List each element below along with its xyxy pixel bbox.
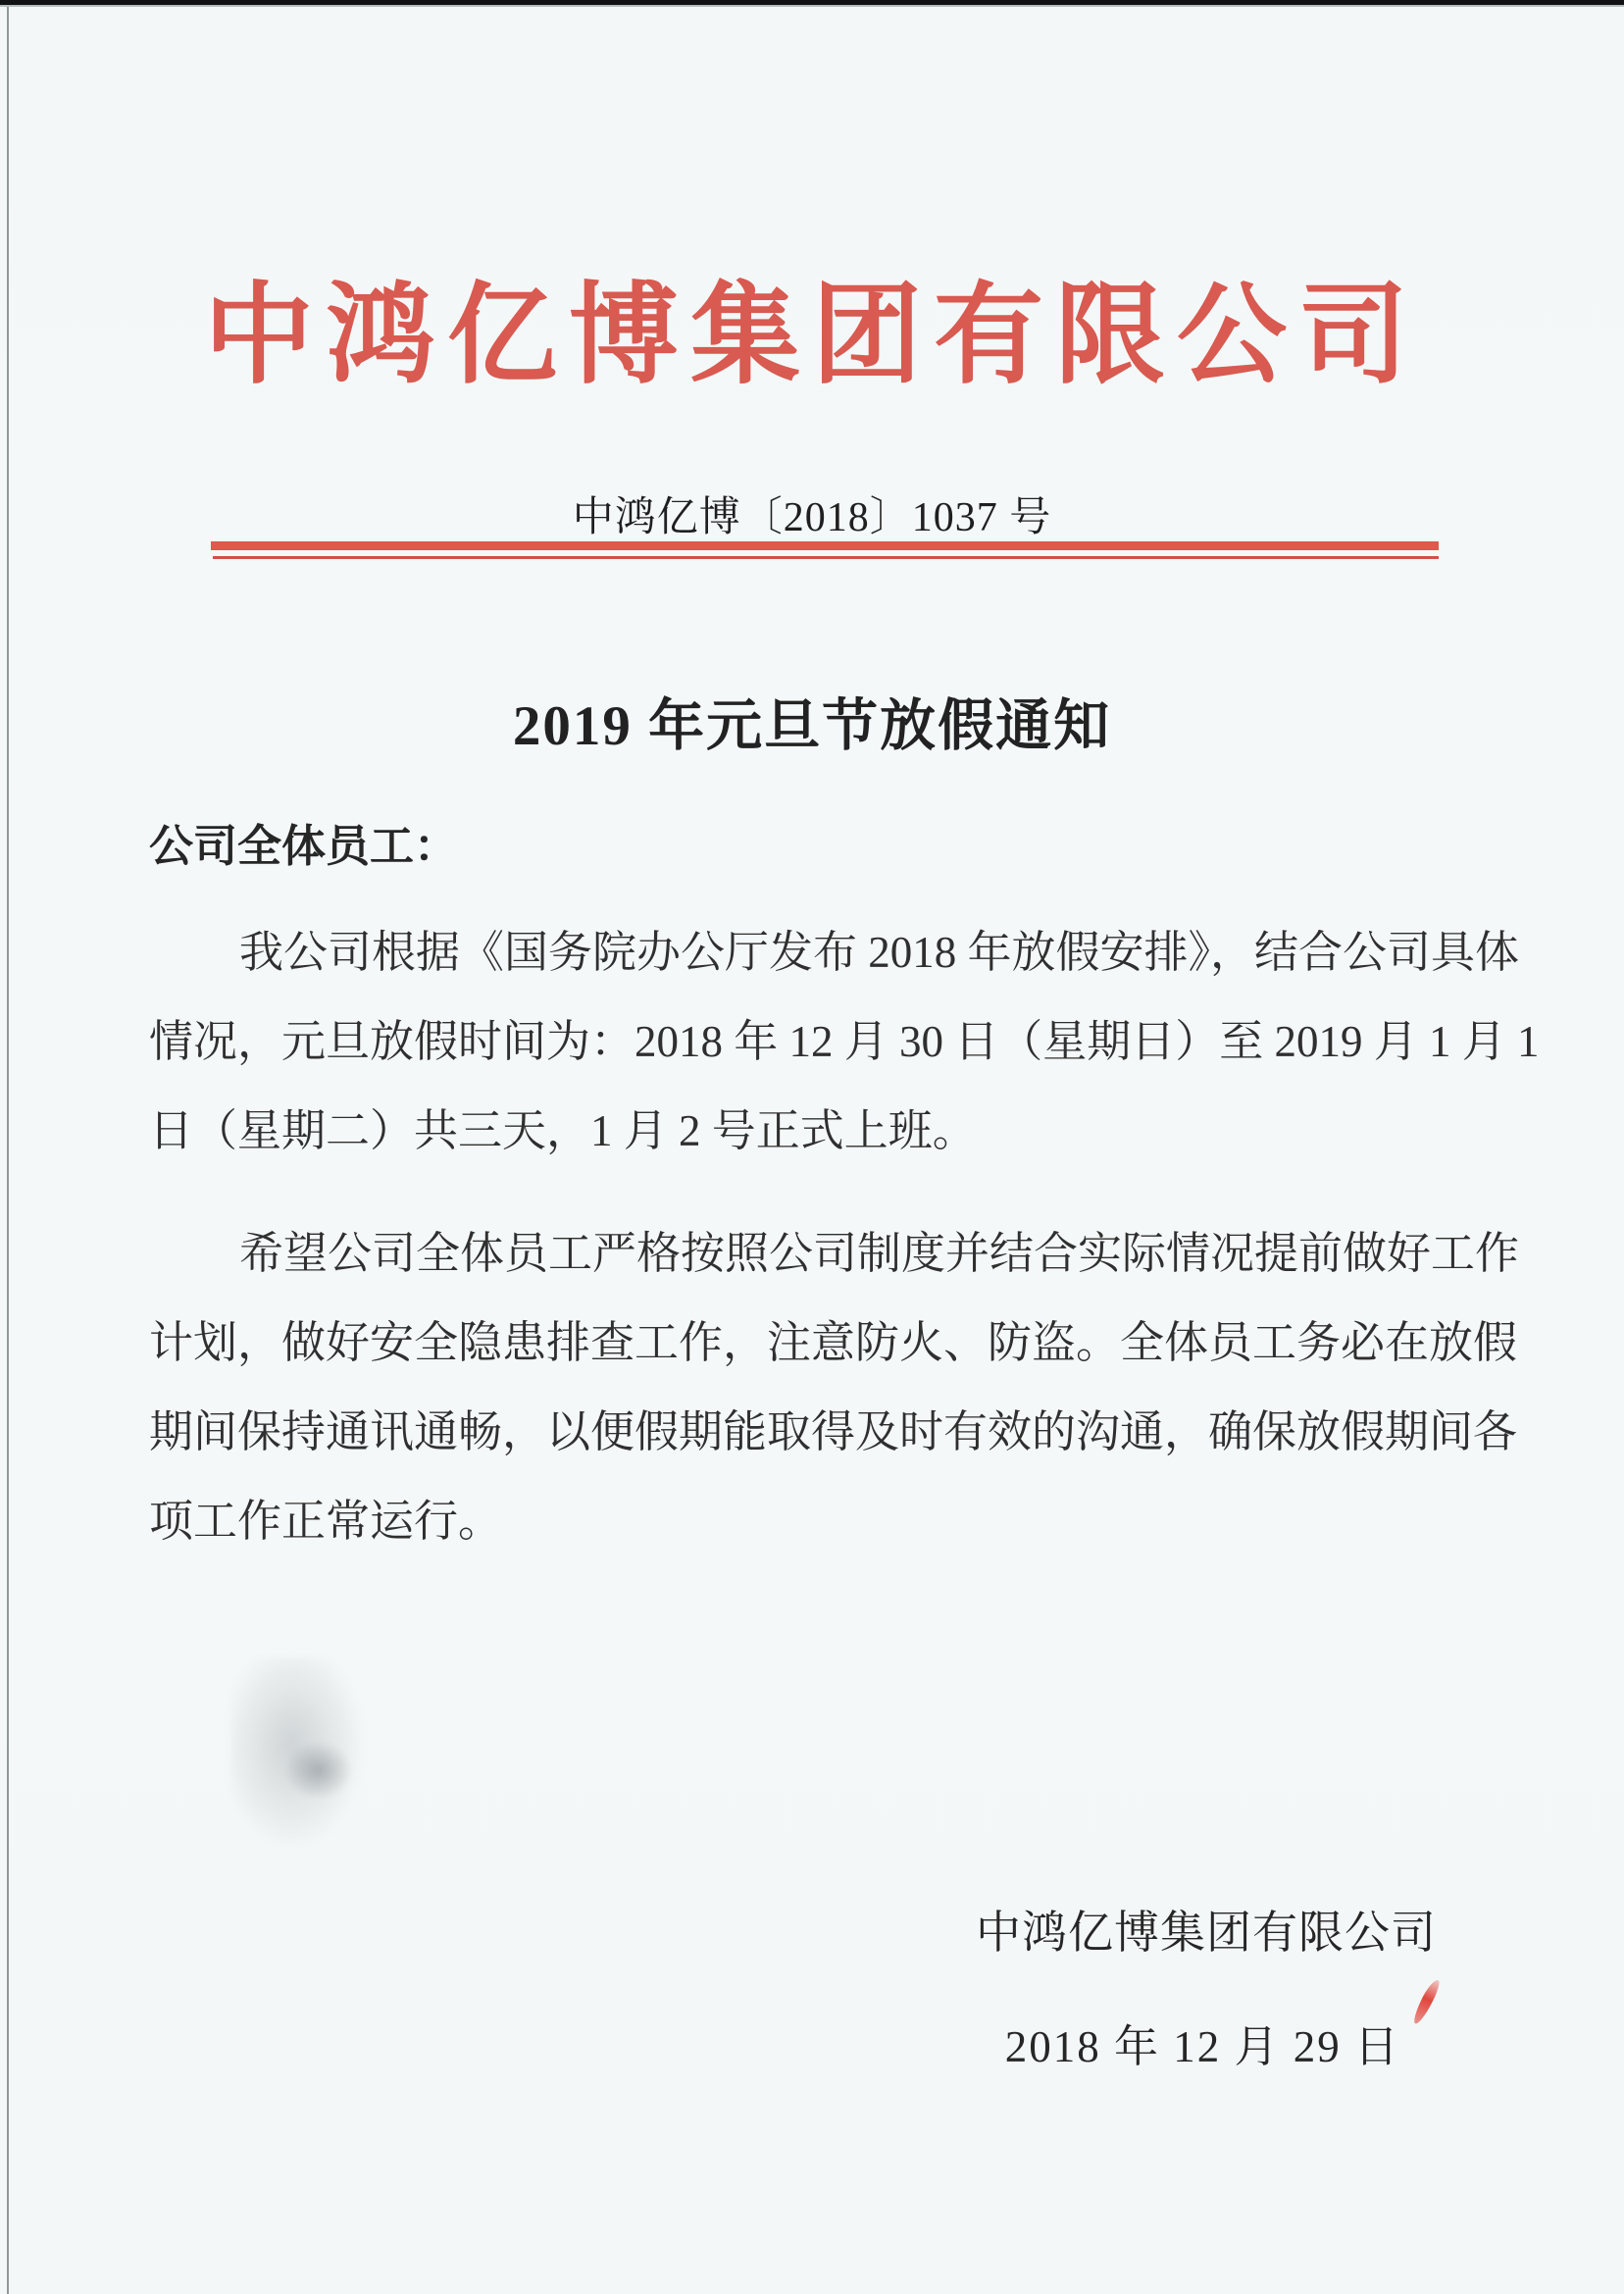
body-line: 期间保持通讯通畅，以便假期能取得及时有效的沟通，确保放假期间各 [149,1407,1518,1456]
notice-title: 2019 年元旦节放假通知 [512,695,1112,757]
company-letterhead-title: 中鸿亿博集团有限公司 [204,276,1420,397]
red-pen-mark [1410,1977,1443,2026]
letterhead-rule-thick [211,541,1439,550]
body-line: 日（星期二）共三天，1 月 2 号正式上班。 [149,1106,977,1155]
paragraph-holiday-schedule [149,908,1540,1176]
letterhead-rule-thin [213,556,1439,559]
paragraph-safety-requirements [149,1209,1520,1566]
scan-top-edge-shadow [0,5,1624,7]
body-line: 希望公司全体员工严格按照公司制度并结合实际情况提前做好工作 [239,1229,1520,1278]
body-line: 我公司根据《国务院办公厅发布 2018 年放假安排》，结合公司具体 [239,928,1520,977]
signature-company-name: 中鸿亿博集团有限公司 [976,1908,1437,1958]
document-reference-number: 中鸿亿博〔2018〕1037 号 [572,495,1052,540]
signature-date: 2018 年 12 月 29 日 [1004,2022,1400,2071]
body-line: 情况，元旦放假时间为：2018 年 12 月 30 日（星期日）至 2019 月 1 月 1 [149,1017,1540,1066]
body-line: 计划，做好安全隐患排查工作，注意防火、防盗。全体员工务必在放假 [149,1318,1518,1367]
salutation: 公司全体员工： [149,822,459,871]
body-line: 项工作正常运行。 [149,1497,503,1546]
scan-smudge-artifact [284,1741,353,1800]
notice-body [149,802,1540,1566]
